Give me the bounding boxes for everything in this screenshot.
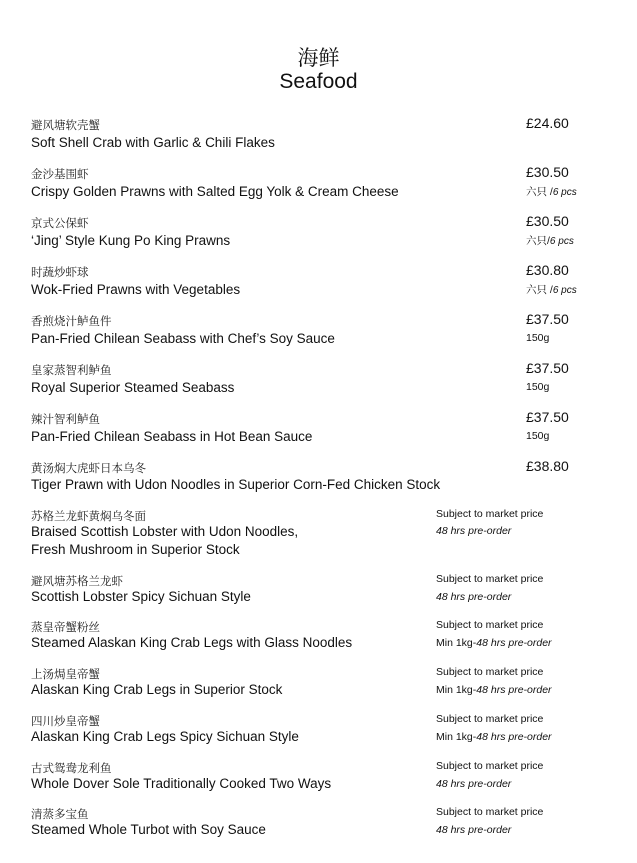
dish-name: Steamed Whole Turbot with Soy Sauce <box>31 822 266 837</box>
dish-name-chinese: 苏格兰龙虾黄焖乌冬面 <box>31 509 146 523</box>
dish-weight: 150g <box>526 332 550 344</box>
market-price-note: Subject to market price <box>436 760 544 772</box>
dish-name-chinese: 清蒸多宝鱼 <box>31 807 89 821</box>
pre-order-note: Min 1kg-48 hrs pre-order <box>436 731 552 743</box>
dish-price: £24.60 <box>526 115 569 131</box>
dish-name-chinese: 避风塘苏格兰龙虾 <box>31 574 123 588</box>
dish-price: £30.50 <box>526 213 569 229</box>
pre-order-note: Min 1kg-48 hrs pre-order <box>436 684 552 696</box>
dish-name: Wok-Fried Prawns with Vegetables <box>31 282 241 297</box>
dish-name: Royal Superior Steamed Seabass <box>31 380 235 395</box>
dish-weight: 150g <box>526 381 550 393</box>
dish-name: Pan-Fried Chilean Seabass with Chef’s Soy Sauce <box>31 331 335 346</box>
dish-price: £30.80 <box>526 262 569 278</box>
dish-name: Braised Scottish Lobster with Udon Noodles, <box>31 524 299 539</box>
dish-name-chinese: 皇家蒸智利鲈鱼 <box>31 363 112 377</box>
dish-name-chinese: 京式公保虾 <box>31 216 89 230</box>
dish-name-chinese: 避风塘软壳蟹 <box>31 118 100 132</box>
dish-name-line-2: Fresh Mushroom in Superior Stock <box>31 542 240 557</box>
dish-name-chinese: 香煎烧汁鲈鱼件 <box>31 314 112 328</box>
pre-order-note: Min 1kg-48 hrs pre-order <box>436 637 552 649</box>
dish-price: £38.80 <box>526 458 569 474</box>
dish-name: Whole Dover Sole Traditionally Cooked Two Ways <box>31 776 332 791</box>
dish-name-chinese: 蒸皇帝蟹粉丝 <box>31 620 100 634</box>
dish-name: Alaskan King Crab Legs in Superior Stock <box>31 682 283 697</box>
dish-price: £37.50 <box>526 311 569 327</box>
page-title: Seafood <box>279 70 358 93</box>
dish-price: £37.50 <box>526 360 569 376</box>
dish-name: Crispy Golden Prawns with Salted Egg Yolk & Cream Cheese <box>31 184 399 199</box>
market-price-note: Subject to market price <box>436 573 544 585</box>
page-title-chinese: 海鲜 <box>297 46 340 70</box>
pre-order-note: 48 hrs pre-order <box>436 778 512 790</box>
dish-name-chinese: 金沙基围虾 <box>31 167 89 181</box>
dish-portion: 六只 /6 pcs <box>526 186 577 198</box>
dish-portion: 六只/6 pcs <box>526 235 574 247</box>
dish-name: Tiger Prawn with Udon Noodles in Superior Corn-Fed Chicken Stock <box>31 477 441 492</box>
dish-name: Alaskan King Crab Legs Spicy Sichuan Style <box>31 729 299 744</box>
market-price-note: Subject to market price <box>436 806 544 818</box>
dish-weight: 150g <box>526 430 550 442</box>
market-price-note: Subject to market price <box>436 666 544 678</box>
dish-name: Soft Shell Crab with Garlic & Chili Flakes <box>31 135 275 150</box>
dish-name: Steamed Alaskan King Crab Legs with Glass Noodles <box>31 635 353 650</box>
pre-order-note: 48 hrs pre-order <box>436 591 512 603</box>
dish-name: Scottish Lobster Spicy Sichuan Style <box>31 589 251 604</box>
dish-price: £30.50 <box>526 164 569 180</box>
market-price-note: Subject to market price <box>436 713 544 725</box>
dish-name: ‘Jing’ Style Kung Po King Prawns <box>31 233 231 248</box>
dish-portion: 六只 /6 pcs <box>526 284 577 296</box>
dish-name-chinese: 黄汤焖大虎虾日本乌冬 <box>31 461 146 475</box>
pre-order-note: 48 hrs pre-order <box>436 824 512 836</box>
pre-order-note: 48 hrs pre-order <box>436 525 512 537</box>
dish-name: Pan-Fried Chilean Seabass in Hot Bean Sauce <box>31 429 313 444</box>
dish-name-chinese: 四川炒皇帝蟹 <box>31 714 100 728</box>
dish-name-chinese: 时蔬炒虾球 <box>31 265 89 279</box>
market-price-note: Subject to market price <box>436 508 544 520</box>
dish-price: £37.50 <box>526 409 569 425</box>
dish-name-chinese: 古式鸳鸯龙利鱼 <box>31 761 112 775</box>
dish-name-chinese: 上汤焗皇帝蟹 <box>31 667 100 681</box>
market-price-note: Subject to market price <box>436 619 544 631</box>
dish-name-chinese: 辣汁智利鲈鱼 <box>31 412 100 426</box>
